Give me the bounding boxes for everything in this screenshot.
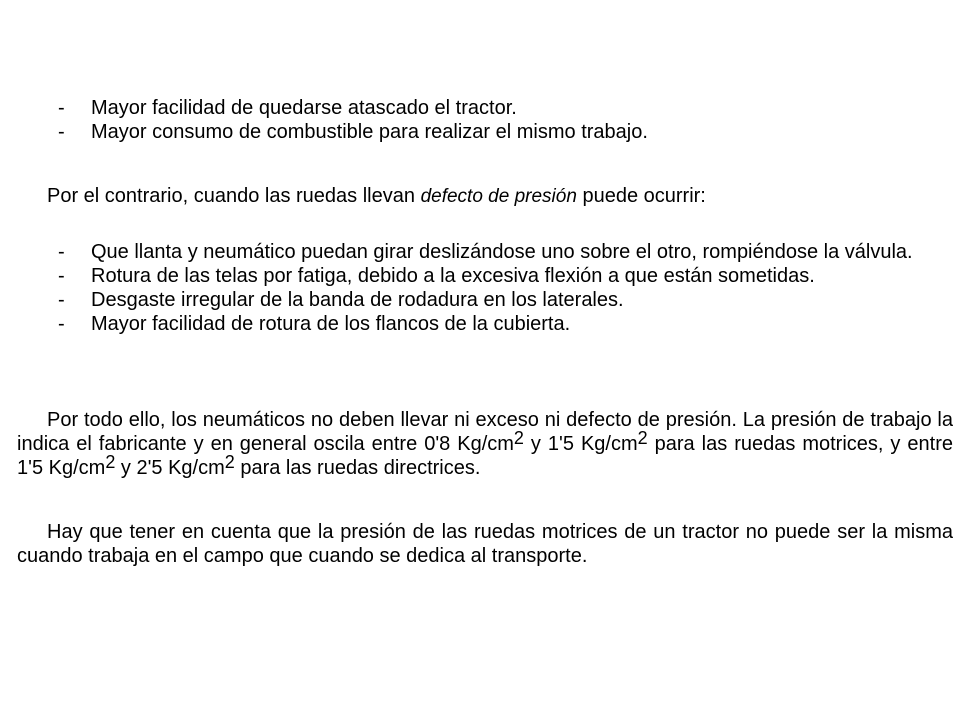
bullet-dash: - — [58, 121, 65, 143]
pressure-text: Por todo ello, los neumáticos no deben llevar ni exceso ni defecto de presión. La presión de trabajo la indica el fabricante y en general oscila entre 0'8 Kg/cm — [17, 409, 953, 455]
list-item-text: Mayor consumo de combustible para realizar el mismo trabajo. — [91, 121, 648, 143]
bullet-dash: - — [58, 241, 65, 263]
bullet-dash: - — [58, 265, 65, 287]
paragraph-pressure — [17, 408, 953, 480]
list-item — [17, 312, 953, 336]
list-item — [17, 240, 953, 264]
paragraph-final — [17, 520, 953, 568]
exponent: 2 — [105, 452, 116, 472]
intro-emphasis: defecto de presión — [420, 186, 577, 207]
exponent: 2 — [513, 428, 524, 448]
list-item-text: Rotura de las telas por fatiga, debido a la excesiva flexión a que están sometidas. — [91, 265, 815, 287]
list-item-text: Desgaste irregular de la banda de rodadura en los laterales. — [91, 289, 624, 311]
bullet-dash: - — [58, 289, 65, 311]
pressure-text: y 2'5 Kg/cm — [115, 457, 225, 479]
list-item — [17, 288, 953, 312]
list-low-pressure — [17, 240, 953, 336]
final-text: Hay que tener en cuenta que la presión de las ruedas motrices de un tractor no puede ser la misma cuando trabaja en el campo que cuando se dedica al transporte. — [17, 521, 953, 567]
list-excess-pressure — [17, 96, 953, 144]
list-item — [17, 96, 953, 120]
intro-text-after: puede ocurrir: — [582, 185, 706, 207]
list-item — [17, 264, 953, 288]
bullet-dash: - — [58, 313, 65, 335]
exponent: 2 — [637, 428, 648, 448]
pressure-text: para las ruedas directrices. — [234, 457, 481, 479]
list-item — [17, 120, 953, 144]
list-item-text: Que llanta y neumático puedan girar deslizándose uno sobre el otro, rompiéndose la válvula. — [91, 241, 913, 263]
pressure-text: y 1'5 Kg/cm — [523, 433, 638, 455]
paragraph-intro — [17, 184, 953, 209]
intro-text-before: Por el contrario, cuando las ruedas llevan — [47, 185, 415, 207]
exponent: 2 — [224, 452, 235, 472]
list-item-text: Mayor facilidad de quedarse atascado el tractor. — [91, 97, 517, 119]
pressure-text: para las ruedas motrices, y entre 1'5 Kg/cm — [17, 433, 954, 479]
bullet-dash: - — [58, 97, 65, 119]
list-item-text: Mayor facilidad de rotura de los flancos de la cubierta. — [91, 313, 571, 335]
